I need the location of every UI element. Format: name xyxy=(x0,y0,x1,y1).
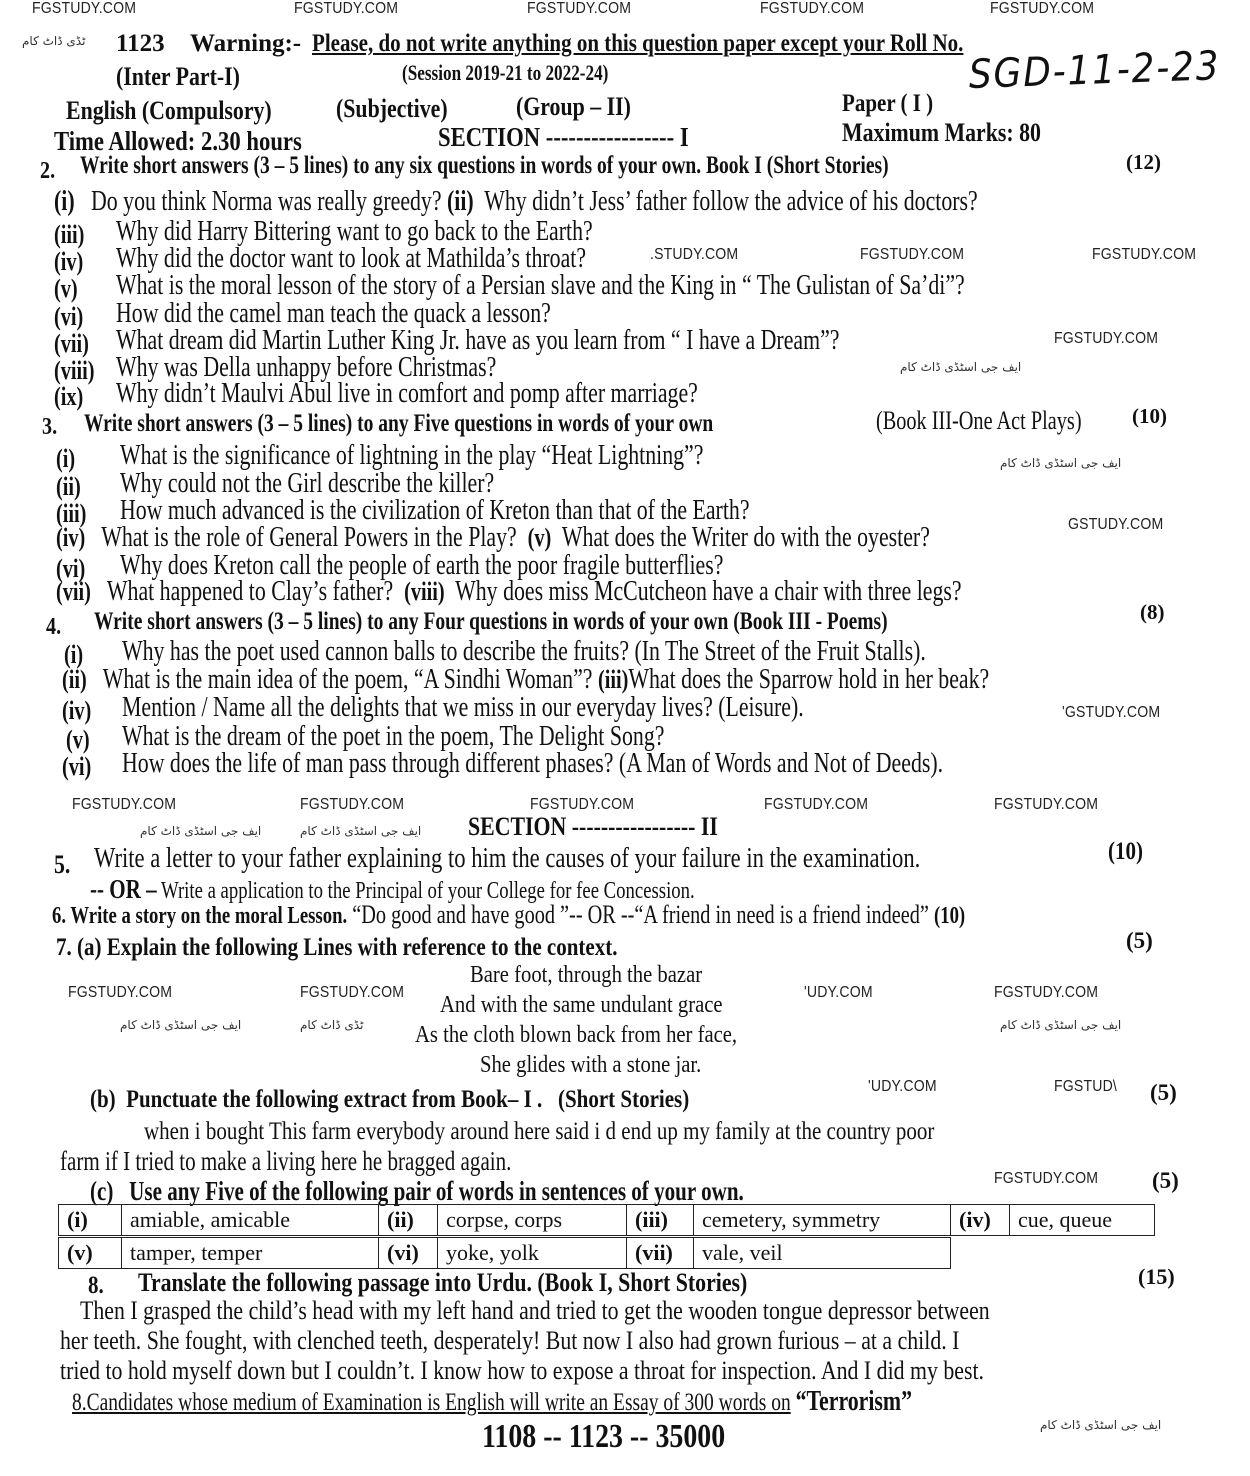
group: (Group – II) xyxy=(516,92,631,121)
question-marks: (10) xyxy=(1132,404,1167,428)
question-marks: (10) xyxy=(1108,838,1143,865)
item-text: Mention / Name all the delights that we miss in our everyday lives? (Leisure). xyxy=(122,692,804,723)
paper-code: 1123 xyxy=(116,30,165,57)
item-label: (i) xyxy=(56,444,76,473)
question-text: “Do good and have good ”-- OR --“A friend in need is a friend indeed” xyxy=(352,900,929,929)
watermark: FGSTUDY.COM xyxy=(1054,330,1159,347)
pair-label: (iii) xyxy=(627,1205,694,1236)
item-label: (iii) xyxy=(597,665,629,694)
watermark: FGSTUD\ xyxy=(1054,1078,1118,1095)
item-text: What does the Writer do with the oyester? xyxy=(561,522,930,553)
item-text: Do you think Norma was really greedy? xyxy=(91,186,442,217)
urdu-watermark: ایف جی اسٹڈی ڈاٹ کام xyxy=(1000,456,1122,470)
item-label: (viii) xyxy=(54,356,95,385)
item-text: How did the camel man teach the quack a lesson? xyxy=(116,298,551,329)
urdu-watermark: ایف جی اسٹڈی ڈاٹ کام xyxy=(140,824,262,838)
item-label: (vii) xyxy=(54,329,89,358)
essay-note xyxy=(72,1386,912,1418)
urdu-watermark: ایف جی اسٹڈی ڈاٹ کام xyxy=(1000,1018,1122,1032)
pair-words: yoke, yolk xyxy=(438,1238,627,1269)
question-number: 3. xyxy=(42,414,58,440)
item-label: (iv) xyxy=(62,696,92,725)
watermark: FGSTUDY.COM xyxy=(527,0,632,17)
question-marks: (15) xyxy=(1138,1264,1175,1289)
item-label: (v) xyxy=(527,523,552,552)
item-label: (vi) xyxy=(54,302,84,331)
watermark: FGSTUDY.COM xyxy=(764,796,869,813)
question-marks: (10) xyxy=(933,903,966,929)
item-text: Why didn’t Jess’ father follow the advice of his doctors? xyxy=(484,186,978,217)
question-7b-marks: (5) xyxy=(1150,1080,1177,1105)
urdu-watermark: ایف جی اسٹڈی ڈاٹ کام xyxy=(300,824,422,838)
watermark: FGSTUDY.COM xyxy=(760,0,865,17)
pair-words: corpse, corps xyxy=(438,1205,627,1236)
watermark: 'UDY.COM xyxy=(868,1078,937,1095)
pair-label: (i) xyxy=(59,1205,122,1236)
pair-words: amiable, amicable xyxy=(122,1205,379,1236)
passage-line: Then I grasped the child’s head with my left hand and tried to get the wooden tongue depressor between xyxy=(80,1296,990,1325)
watermark: FGSTUDY.COM xyxy=(994,984,1099,1001)
item-label: (viii) xyxy=(404,577,445,606)
item-text: Why was Della unhappy before Christmas? xyxy=(116,352,497,383)
question-title: Translate the following passage into Urdu. (Book I, Short Stories) xyxy=(138,1268,748,1297)
pair-label: (vii) xyxy=(627,1238,694,1269)
question-7b-title xyxy=(90,1086,689,1114)
pair-words: cue, queue xyxy=(1010,1205,1155,1236)
item-text: Punctuate the following extract from Book– I . xyxy=(126,1086,543,1113)
watermark: 'GSTUDY.COM xyxy=(1062,704,1161,721)
time-allowed: Time Allowed: 2.30 hours xyxy=(54,126,302,156)
pair-label: (vi) xyxy=(379,1238,438,1269)
item-text: How much advanced is the civilization of Kreton than that of the Earth? xyxy=(120,495,750,526)
or-label: -- OR – xyxy=(90,874,157,904)
item-label: (iii) xyxy=(54,220,85,249)
item-label: (c) xyxy=(90,1176,114,1206)
poem-line: Bare foot, through the bazar xyxy=(470,962,703,988)
item-label: (iv) xyxy=(56,523,86,552)
item-text: What is the main idea of the poem, “A Sindhi Woman”? xyxy=(102,664,593,695)
item-label: (vi) xyxy=(62,752,92,781)
item-label: (ii) xyxy=(447,186,474,217)
warning-label: Warning:- xyxy=(190,30,302,57)
max-marks: Maximum Marks: 80 xyxy=(842,118,1041,147)
urdu-watermark: ایف جی اسٹڈی ڈاٹ کام xyxy=(1040,1418,1162,1432)
passage-line: her teeth. She fought, with clenched teeth, desperately! But now I also had grown furious – at a child. I xyxy=(60,1326,960,1355)
item-text: What is the role of General Powers in the Play? xyxy=(101,522,517,553)
item-label: (ii) xyxy=(62,665,87,694)
section-2-title: SECTION ----------------- II xyxy=(468,812,718,841)
punctuate-line-1: when i bought This farm everybody around here said i d end up my family at the country poor xyxy=(144,1118,935,1145)
item-label: (iv) xyxy=(54,247,84,276)
item-text: What dream did Martin Luther King Jr. have as you learn from “ I have a Dream”? xyxy=(116,325,840,356)
watermark: FGSTUDY.COM xyxy=(994,796,1099,813)
watermark: FGSTUDY.COM xyxy=(994,1170,1099,1187)
punctuate-line-2: farm if I tried to make a living here he bragged again. xyxy=(60,1146,512,1176)
question-text: Write a letter to your father explaining to him the causes of your failure in the examination. xyxy=(94,842,921,874)
watermark: FGSTUDY.COM xyxy=(72,796,177,813)
pair-label: (ii) xyxy=(379,1205,438,1236)
item-text: What is the significance of lightning in the play “Heat Lightning”? xyxy=(120,440,704,471)
q3-line-vii-viii xyxy=(56,576,962,608)
question-number: 5. xyxy=(54,850,71,879)
watermark: FGSTUDY.COM xyxy=(1092,246,1197,263)
question-number: 4. xyxy=(46,614,62,640)
passage-line: tried to hold myself down but I couldn’t. I know how to expose a throat for inspection. And I did my best. xyxy=(60,1356,985,1385)
watermark: FGSTUDY.COM xyxy=(530,796,635,813)
pair-label: (v) xyxy=(59,1238,122,1269)
essay-topic: “Terrorism” xyxy=(795,1386,913,1417)
pair-words: tamper, temper xyxy=(122,1238,379,1269)
item-label: (v) xyxy=(54,274,78,303)
item-label: (b) xyxy=(90,1086,116,1113)
item-text: Why did the doctor want to look at Mathilda’s throat? xyxy=(116,243,587,274)
watermark: 'UDY.COM xyxy=(804,984,873,1001)
question-number: 8. xyxy=(88,1272,104,1299)
pair-words: vale, veil xyxy=(694,1238,951,1269)
item-text: How does the life of man pass through different phases? (A Man of Words and Not of Deeds). xyxy=(122,748,944,779)
or-text: Write a application to the Principal of your College for fee Concession. xyxy=(161,878,695,904)
urdu-watermark: ٹڈی ڈاٹ کام xyxy=(300,1018,364,1032)
item-text: Why did Harry Bittering want to go back to the Earth? xyxy=(116,216,593,247)
item-text: What does the Sparrow hold in her beak? xyxy=(628,664,990,695)
section-1-title: SECTION ----------------- I xyxy=(438,122,689,152)
watermark: FGSTUDY.COM xyxy=(860,246,965,263)
question-marks: (12) xyxy=(1126,150,1161,174)
watermark: FGSTUDY.COM xyxy=(68,984,173,1001)
question-7a-marks: (5) xyxy=(1126,928,1153,953)
item-label: (iii) xyxy=(56,499,87,528)
urdu-watermark: ٹڈی ڈاٹ کام xyxy=(22,34,86,48)
watermark: FGSTUDY.COM xyxy=(294,0,399,17)
item-text: Why has the poet used cannon balls to describe the fruits? (In The Street of the Fruit Stalls). xyxy=(122,636,926,667)
item-text: Why didn’t Maulvi Abul live in comfort and pomp after marriage? xyxy=(116,378,698,409)
warning-text: Please, do not write anything on this question paper except your Roll No. xyxy=(312,30,964,57)
item-text: Use any Five of the following pair of words in sentences of your own. xyxy=(129,1176,744,1206)
pair-label: (iv) xyxy=(951,1205,1010,1236)
question-title: Write short answers (3 – 5 lines) to any Four questions in words of your own (Book III - Poems) xyxy=(94,608,888,635)
watermark: .STUDY.COM xyxy=(650,246,739,263)
item-text: Why could not the Girl describe the killer? xyxy=(120,468,495,499)
question-marks: (8) xyxy=(1140,600,1165,624)
item-label: (vi) xyxy=(56,554,86,583)
question-title: 6. Write a story on the moral Lesson. xyxy=(52,903,348,929)
item-text: (Short Stories) xyxy=(557,1086,690,1113)
item-label: (ii) xyxy=(56,472,81,501)
footer-code: 1108 -- 1123 -- 35000 xyxy=(482,1418,726,1455)
item-text: Why does miss McCutcheon have a chair with three legs? xyxy=(455,576,962,607)
question-title: Write short answers (3 – 5 lines) to any Five questions in words of your own xyxy=(84,410,714,437)
watermark: GSTUDY.COM xyxy=(1068,516,1164,533)
item-text: Why does Kreton call the people of earth the poor fragile butterflies? xyxy=(120,550,724,581)
question-7a-title: 7. (a) Explain the following Lines with reference to the context. xyxy=(56,934,618,961)
watermark: FGSTUDY.COM xyxy=(990,0,1095,17)
subject: English (Compulsory) xyxy=(66,96,272,125)
poem-line: As the cloth blown back from her face, xyxy=(415,1022,738,1048)
urdu-watermark: ایف جی اسٹڈی ڈاٹ کام xyxy=(900,360,1022,374)
pair-words: cemetery, symmetry xyxy=(694,1205,951,1236)
poem-line: And with the same undulant grace xyxy=(440,992,723,1018)
urdu-watermark: ایف جی اسٹڈی ڈاٹ کام xyxy=(120,1018,242,1032)
item-text: What happened to Clay’s father? xyxy=(106,576,394,607)
q2-line-1 xyxy=(54,186,978,218)
handwritten-code: SGD-11-2-23 xyxy=(968,43,1222,98)
item-label: (i) xyxy=(64,640,84,669)
watermark: FGSTUDY.COM xyxy=(32,0,137,17)
question-7c-marks: (5) xyxy=(1152,1168,1179,1193)
watermark: FGSTUDY.COM xyxy=(300,796,405,813)
item-label: (v) xyxy=(66,725,90,754)
word-pairs-table-row-2 xyxy=(58,1237,951,1269)
level: (Inter Part-I) xyxy=(116,62,240,91)
session: (Session 2019-21 to 2022-24) xyxy=(402,60,609,85)
item-label: (ix) xyxy=(54,382,84,411)
question-6 xyxy=(52,900,965,930)
question-title: Write short answers (3 – 5 lines) to any six questions in words of your own. Book I (Short Stories) xyxy=(80,152,889,179)
question-title-tail: (Book III-One Act Plays) xyxy=(876,406,1082,435)
essay-instruction: 8.Candidates whose medium of Examination is English will write an Essay of 300 words on xyxy=(72,1389,791,1416)
question-7c-title xyxy=(90,1176,744,1207)
item-text: What is the moral lesson of the story of a Persian slave and the King in “ The Gulistan of Sa’di”? xyxy=(116,270,965,301)
question-number: 2. xyxy=(40,158,56,184)
paper-number: Paper ( I ) xyxy=(842,90,934,117)
paper-type: (Subjective) xyxy=(336,94,448,123)
watermark: FGSTUDY.COM xyxy=(300,984,405,1001)
item-label: (i) xyxy=(54,186,75,217)
poem-line: She glides with a stone jar. xyxy=(480,1052,702,1078)
word-pairs-table-row-1 xyxy=(58,1204,1155,1236)
item-text: What is the dream of the poet in the poem, The Delight Song? xyxy=(122,721,665,752)
item-label: (vii) xyxy=(56,577,91,606)
